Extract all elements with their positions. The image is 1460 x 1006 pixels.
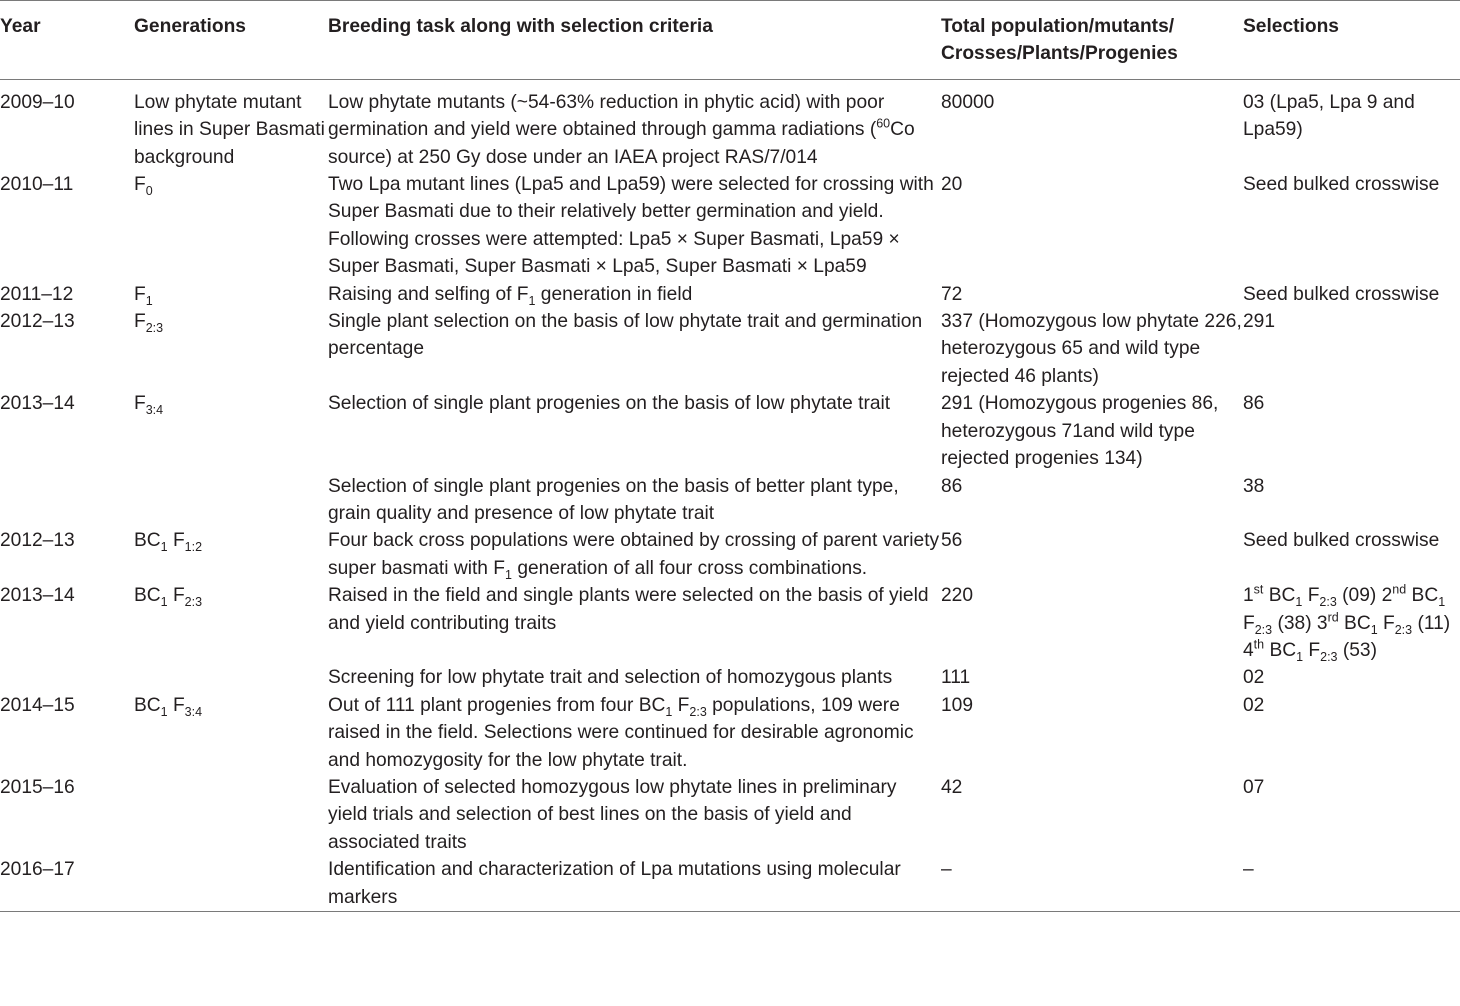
cell-year: 2013–14: [0, 393, 75, 415]
cell-year: [0, 664, 134, 691]
cell-year: 2014–15: [0, 694, 75, 716]
cell-population: 72: [941, 283, 963, 305]
table-row: [0, 473, 1460, 528]
table-row: [0, 79, 1460, 171]
cell-selections: 1st $BC_1$ $F_{2:3}$ (09) 2nd $BC_1$ $F_{2:3}$ (38) 3rd $BC_1$ $F_{2:3}$ (11) 4th $BC_1$ $F_{2:3}$ (53): [1243, 582, 1451, 664]
cell-population: 291 (Homozygous progenies 86, heterozygous 71and wild type rejected progenies 134): [941, 393, 1219, 470]
cell-task: Screening for low phytate trait and selection of homozygous plants: [328, 667, 893, 689]
table-row: [0, 171, 1460, 281]
cell-year: 2012–13: [0, 311, 75, 333]
cell-selections: 02: [1243, 694, 1265, 716]
cell-task: Out of 111 plant progenies from four $BC_1$ $F_{2:3}$ populations, 109 were raised in the field. Selections were continued for desirable agronomic and homozygosity for the low phytate trait.: [328, 694, 914, 771]
cell-population: 20: [941, 174, 963, 196]
cell-task: Raising and selfing of $F_1$ generation in field: [328, 283, 693, 308]
table-row: [0, 308, 1460, 390]
cell-generation: Low phytate mutant lines in Super Basmati background: [134, 91, 325, 168]
table-row: [0, 281, 1460, 308]
cell-population: 80000: [941, 91, 995, 113]
cell-generation: $BC_1$ $F_{3:4}$: [134, 694, 203, 719]
header-selections: Selections: [1243, 16, 1339, 37]
cell-population: 56: [941, 530, 963, 552]
header-population: Total population/mutants/ Crosses/Plants/Progenies: [941, 16, 1178, 65]
cell-selections: 291: [1243, 311, 1276, 333]
header-generations: Generations: [134, 16, 246, 37]
table-row: [0, 692, 1460, 774]
cell-generation: $F_1$: [134, 283, 153, 308]
table-body: [0, 79, 1460, 911]
cell-task: Evaluation of selected homozygous low phytate lines in preliminary yield trials and selection of best lines on the basis of yield and associated traits: [328, 776, 897, 853]
table-row: [0, 856, 1460, 911]
cell-selections: Seed bulked crosswise: [1243, 530, 1440, 552]
cell-generation: [134, 664, 328, 691]
cell-generation: [134, 473, 328, 528]
cell-year: 2016–17: [0, 859, 75, 881]
cell-population: 220: [941, 585, 974, 607]
cell-population: 109: [941, 694, 974, 716]
table-row: [0, 774, 1460, 856]
cell-generation: $BC_1$ $F_{2:3}$: [134, 585, 203, 609]
cell-year: 2010–11: [0, 174, 74, 196]
cell-selections: 86: [1243, 393, 1265, 415]
cell-year: 2013–14: [0, 585, 75, 607]
cell-generation: [134, 856, 328, 911]
table-row: [0, 664, 1460, 691]
header-task: Breeding task along with selection criteria: [328, 16, 713, 37]
table-header: [0, 1, 1460, 80]
cell-task: Two Lpa mutant lines (Lpa5 and Lpa59) were selected for crossing with Super Basmati due to their relatively better germination and yield. Following crosses were attempted: Lpa5 × Super Basmati, Lpa59 × Super Basmati, Super Basmati × Lpa5, Super Basmati × Lpa59: [328, 174, 934, 278]
cell-population: –: [941, 859, 952, 881]
cell-selections: 03 (Lpa5, Lpa 9 and Lpa59): [1243, 91, 1415, 141]
cell-selections: 02: [1243, 667, 1265, 689]
cell-year: 2015–16: [0, 776, 75, 798]
cell-selections: 38: [1243, 475, 1265, 497]
cell-generation: $F_{2:3}$: [134, 311, 164, 335]
cell-generation: $BC_1$ $F_{1:2}$: [134, 530, 203, 555]
cell-selections: –: [1243, 859, 1254, 881]
cell-task: Single plant selection on the basis of low phytate trait and germination percentage: [328, 311, 923, 360]
cell-year: 2009–10: [0, 91, 75, 113]
header-year: Year: [0, 16, 41, 37]
table-row: [0, 527, 1460, 582]
table-row: [0, 390, 1460, 472]
cell-task: Raised in the field and single plants were selected on the basis of yield and yield contributing traits: [328, 585, 929, 634]
cell-task: Selection of single plant progenies on the basis of better plant type, grain quality and presence of low phytate trait: [328, 475, 899, 524]
cell-year: 2011–12: [0, 283, 74, 305]
cell-generation: $F_{3:4}$: [134, 393, 164, 418]
cell-selections: Seed bulked crosswise: [1243, 174, 1440, 196]
cell-task: Selection of single plant progenies on the basis of low phytate trait: [328, 393, 891, 415]
cell-year: 2012–13: [0, 530, 75, 552]
cell-generation: $F_0$: [134, 174, 153, 198]
cell-task: Four back cross populations were obtained by crossing of parent variety super basmati with $F_1$ generation of all four cross combinations.: [328, 530, 940, 582]
cell-year: [0, 473, 134, 528]
cell-population: 111: [941, 667, 971, 689]
cell-task: Low phytate mutants (~54-63% reduction in phytic acid) with poor germination and yield were obtained through gamma radiations ($^{60}$Co source) at 250 Gy dose under an IAEA project RAS/7/014: [328, 91, 915, 168]
cell-generation: [134, 774, 328, 856]
cell-population: 337 (Homozygous low phytate 226, heterozygous 65 and wild type rejected 46 plants): [941, 311, 1242, 387]
table-row: [0, 582, 1460, 664]
cell-selections: Seed bulked crosswise: [1243, 283, 1440, 305]
cell-population: 86: [941, 475, 963, 497]
cell-population: 42: [941, 776, 963, 798]
cell-selections: 07: [1243, 776, 1265, 798]
cell-task: Identification and characterization of Lpa mutations using molecular markers: [328, 859, 901, 908]
